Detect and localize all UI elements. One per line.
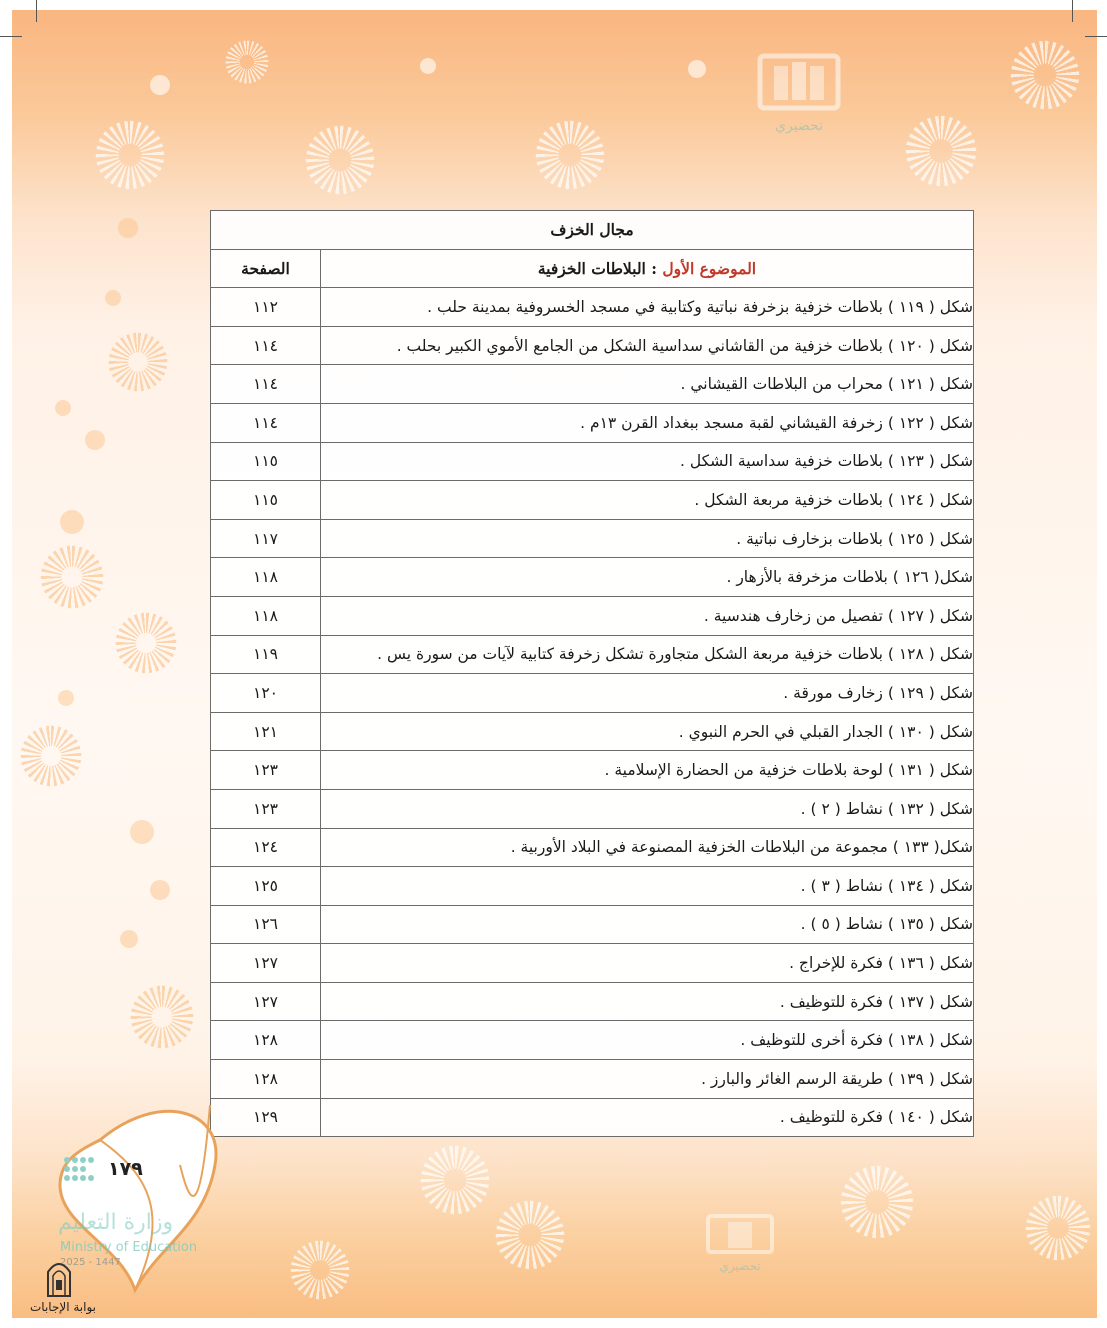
figures-index-table [210, 210, 974, 1137]
table-row [211, 828, 974, 867]
figure-page-number: ١١٥ [211, 481, 321, 520]
figure-description: شكل ( ١٤٠ ) فكرة للتوظيف . [321, 1098, 974, 1137]
table-row [211, 558, 974, 597]
crop-mark [0, 36, 22, 37]
table-row [211, 905, 974, 944]
table-header-row [211, 249, 974, 288]
page-column-header: الصفحة [211, 249, 321, 288]
decorative-flower-icon [20, 725, 82, 787]
figure-description: شكل ( ١٢٢ ) زخرفة القيشاني لقبة مسجد ببغداد القرن ١٣م . [321, 403, 974, 442]
figure-page-number: ١٢٤ [211, 828, 321, 867]
decorative-flower-icon [95, 120, 165, 190]
table-row [211, 867, 974, 906]
topic-header [321, 249, 974, 288]
decorative-flower-icon [115, 612, 177, 674]
figure-description: شكل ( ١٣٨ ) فكرة أخرى للتوظيف . [321, 1021, 974, 1060]
svg-text:تحضيري: تحضيري [775, 118, 823, 134]
decorative-flower-icon [130, 985, 194, 1049]
table-row [211, 944, 974, 983]
figure-description: شكل ( ١٢٣ ) بلاطات خزفية سداسية الشكل . [321, 442, 974, 481]
figure-page-number: ١٢٧ [211, 982, 321, 1021]
ministry-name-arabic: وزارة التعليم [58, 1210, 174, 1235]
figure-description: شكل ( ١٣٤ ) نشاط ( ٣ ) . [321, 867, 974, 906]
figure-page-number: ١٢١ [211, 712, 321, 751]
portal-name: بوابة الإجابات [30, 1300, 97, 1314]
figure-page-number: ١١٥ [211, 442, 321, 481]
decorative-flower-icon [420, 1145, 490, 1215]
table-row [211, 326, 974, 365]
table-row [211, 674, 974, 713]
domain-title: مجال الخزف [211, 211, 974, 250]
table-row [211, 982, 974, 1021]
decorative-flower-icon [305, 125, 375, 195]
figure-page-number: ١٢٩ [211, 1098, 321, 1137]
table-row [211, 1098, 974, 1137]
figure-description: شكل( ١٢٦ ) بلاطات مزخرفة بالأزهار . [321, 558, 974, 597]
decorative-dot [60, 510, 84, 534]
watermark-logo-icon [700, 1212, 780, 1274]
decorative-dot [58, 690, 74, 706]
figure-description: شكل ( ١٣٢ ) نشاط ( ٢ ) . [321, 789, 974, 828]
decorative-flower-icon [225, 40, 269, 84]
figure-page-number: ١٢٣ [211, 751, 321, 790]
figure-page-number: ١٢٨ [211, 1021, 321, 1060]
crop-mark [1072, 0, 1073, 22]
table-row [211, 789, 974, 828]
portal-logo-icon [44, 1256, 74, 1298]
decorative-flower-icon [290, 1240, 350, 1300]
figure-description: شكل ( ١٣١ ) لوحة بلاطات خزفية من الحضارة الإسلامية . [321, 751, 974, 790]
topic-name: : البلاطات الخزفية [537, 258, 657, 278]
table-row [211, 519, 974, 558]
figure-page-number: ١٢٣ [211, 789, 321, 828]
figure-description: شكل ( ١٣٧ ) فكرة للتوظيف . [321, 982, 974, 1021]
decorative-flower-icon [535, 120, 605, 190]
crop-mark [36, 0, 37, 22]
figure-page-number: ١١٤ [211, 403, 321, 442]
decorative-dot [85, 430, 105, 450]
table-row [211, 403, 974, 442]
figure-description: شكل ( ١٢٧ ) تفصيل من زخارف هندسية . [321, 596, 974, 635]
figure-description: شكل ( ١٢١ ) محراب من البلاطات القيشاني . [321, 365, 974, 404]
ministry-year: 2025 - 1447 [60, 1257, 121, 1268]
ministry-logo-icon [62, 1155, 112, 1185]
figure-page-number: ١١٨ [211, 558, 321, 597]
decorative-dot [688, 60, 706, 78]
figure-page-number: ١٢٠ [211, 674, 321, 713]
table-row [211, 288, 974, 327]
table-row [211, 481, 974, 520]
figure-description: شكل ( ١١٩ ) بلاطات خزفية بزخرفة نباتية وكتابية في مسجد الخسروفية بمدينة حلب . [321, 288, 974, 327]
figure-description: شكل ( ١٢٠ ) بلاطات خزفية من القاشاني سداسية الشكل من الجامع الأموي الكبير بحلب . [321, 326, 974, 365]
decorative-flower-icon [108, 332, 168, 392]
page-number: ١٧٩ [108, 1158, 143, 1180]
decorative-dot [118, 218, 138, 238]
svg-text:تحضيري: تحضيري [719, 1259, 761, 1273]
table-row [211, 365, 974, 404]
table-row [211, 442, 974, 481]
figure-page-number: ١١٢ [211, 288, 321, 327]
figure-description: شكل ( ١٣٩ ) طريقة الرسم الغائر والبارز . [321, 1060, 974, 1099]
decorative-flower-icon [1010, 40, 1080, 110]
table-title-row [211, 211, 974, 250]
decorative-flower-icon [40, 545, 104, 609]
figure-description: شكل ( ١٣٥ ) نشاط ( ٥ ) . [321, 905, 974, 944]
decorative-flower-icon [1025, 1195, 1091, 1261]
figure-page-number: ١١٤ [211, 365, 321, 404]
figure-description: شكل ( ١٢٥ ) بلاطات بزخارف نباتية . [321, 519, 974, 558]
figure-page-number: ١١٩ [211, 635, 321, 674]
figure-page-number: ١١٤ [211, 326, 321, 365]
watermark-logo-icon [752, 50, 846, 136]
topic-label: الموضوع الأول [662, 258, 757, 278]
decorative-flower-icon [905, 115, 977, 187]
table-row [211, 751, 974, 790]
decorative-dot [55, 400, 71, 416]
figure-description: شكل ( ١٢٤ ) بلاطات خزفية مربعة الشكل . [321, 481, 974, 520]
table-row [211, 712, 974, 751]
figure-page-number: ١٢٨ [211, 1060, 321, 1099]
figure-description: شكل ( ١٣٦ ) فكرة للإخراج . [321, 944, 974, 983]
figure-description: شكل ( ١٣٠ ) الجدار القبلي في الحرم النبوي . [321, 712, 974, 751]
ministry-name-english: Ministry of Education [60, 1240, 198, 1255]
table-row [211, 1021, 974, 1060]
table-row [211, 635, 974, 674]
table-row [211, 1060, 974, 1099]
table-row [211, 596, 974, 635]
figure-page-number: ١٢٧ [211, 944, 321, 983]
figure-page-number: ١١٧ [211, 519, 321, 558]
figure-description: شكل ( ١٢٩ ) زخارف مورقة . [321, 674, 974, 713]
figure-description: شكل ( ١٢٨ ) بلاطات خزفية مربعة الشكل متجاورة تشكل زخرفة كتابية لآيات من سورة يس . [321, 635, 974, 674]
figure-page-number: ١١٨ [211, 596, 321, 635]
decorative-dot [420, 58, 436, 74]
decorative-dot [150, 75, 170, 95]
crop-mark [1085, 36, 1107, 37]
figure-page-number: ١٢٥ [211, 867, 321, 906]
figure-page-number: ١٢٦ [211, 905, 321, 944]
decorative-dot [130, 820, 154, 844]
decorative-flower-icon [840, 1165, 914, 1239]
decorative-dot [150, 880, 170, 900]
decorative-flower-icon [495, 1200, 565, 1270]
decorative-dot [105, 290, 121, 306]
decorative-dot [120, 930, 138, 948]
figure-description: شكل( ١٣٣ ) مجموعة من البلاطات الخزفية المصنوعة في البلاد الأوربية . [321, 828, 974, 867]
